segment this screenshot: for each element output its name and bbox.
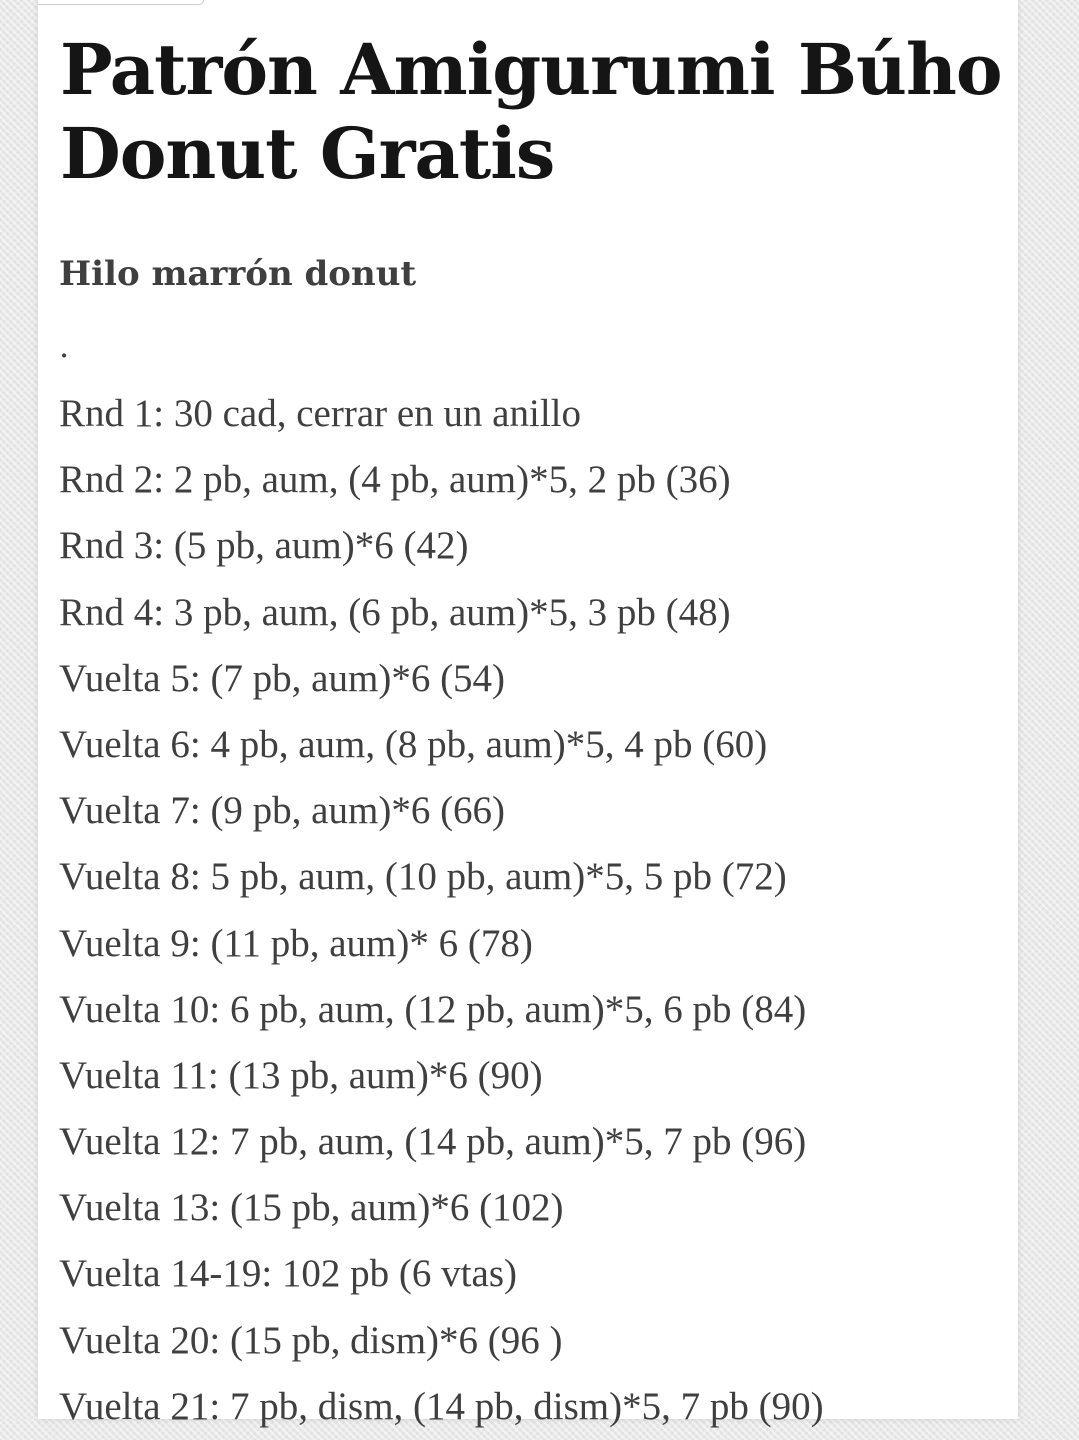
separator-dot: .: [59, 327, 70, 365]
round-13: Vuelta 13: (15 pb, aum)*6 (102): [59, 1186, 564, 1230]
section-heading: Hilo marrón donut: [59, 254, 417, 294]
round-7: Vuelta 7: (9 pb, aum)*6 (66): [59, 789, 506, 833]
round-14-19: Vuelta 14-19: 102 pb (6 vtas): [59, 1252, 517, 1296]
round-12: Vuelta 12: 7 pb, aum, (14 pb, aum)*5, 7 pb (96): [59, 1120, 807, 1164]
round-3: Rnd 3: (5 pb, aum)*6 (42): [59, 524, 469, 568]
round-5: Vuelta 5: (7 pb, aum)*6 (54): [59, 656, 506, 700]
pattern-rounds-list: [59, 381, 824, 1440]
previous-card-edge: [38, 0, 204, 5]
round-8: Vuelta 8: 5 pb, aum, (10 pb, aum)*5, 5 pb (72): [59, 855, 787, 899]
round-11: Vuelta 11: (13 pb, aum)*6 (90): [59, 1053, 543, 1097]
round-21: Vuelta 21: 7 pb, dism, (14 pb, dism)*5, 7 pb (90): [59, 1384, 824, 1428]
article-title: Patrón Amigurumi Búho Donut Gratis: [60, 28, 1002, 195]
round-9: Vuelta 9: (11 pb, aum)* 6 (78): [59, 921, 533, 965]
round-1: Rnd 1: 30 cad, cerrar en un anillo: [59, 392, 581, 435]
round-20: Vuelta 20: (15 pb, dism)*6 (96 ): [59, 1318, 563, 1362]
round-6: Vuelta 6: 4 pb, aum, (8 pb, aum)*5, 4 pb (60): [59, 722, 768, 766]
round-10: Vuelta 10: 6 pb, aum, (12 pb, aum)*5, 6 pb (84): [59, 987, 807, 1031]
round-2: Rnd 2: 2 pb, aum, (4 pb, aum)*5, 2 pb (36): [59, 458, 731, 502]
round-4: Rnd 4: 3 pb, aum, (6 pb, aum)*5, 3 pb (48): [59, 590, 731, 634]
article-card: [38, 0, 1018, 1428]
